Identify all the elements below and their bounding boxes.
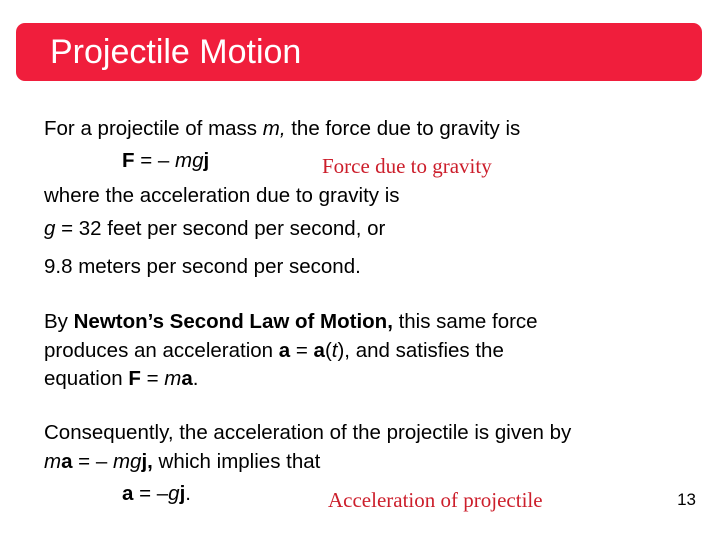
para1-line4: g = 32 feet per second per second, or: [44, 217, 386, 240]
force-equation: F = – mgj: [122, 149, 210, 172]
slide-title: Projectile Motion: [50, 33, 302, 71]
para2-line2: produces an acceleration a = a(t), and satisfies the: [44, 339, 504, 362]
para2-line3: equation F = ma.: [44, 367, 199, 390]
para3-line1: Consequently, the acceleration of the projectile is given by: [44, 421, 572, 444]
para3-line2: ma = – mgj, which implies that: [44, 450, 321, 473]
para1-line1: For a projectile of mass m, the force due to gravity is: [44, 117, 521, 140]
page-number: 13: [677, 490, 696, 509]
para1-line5: 9.8 meters per second per second.: [44, 255, 361, 278]
acceleration-note: Acceleration of projectile: [328, 488, 543, 512]
force-note: Force due to gravity: [322, 154, 492, 178]
acceleration-equation: a = –gj.: [122, 482, 191, 505]
para1-line3: where the acceleration due to gravity is: [44, 184, 400, 207]
para2-line1: By Newton’s Second Law of Motion, this same force: [44, 310, 538, 333]
title-bar: [16, 23, 702, 81]
